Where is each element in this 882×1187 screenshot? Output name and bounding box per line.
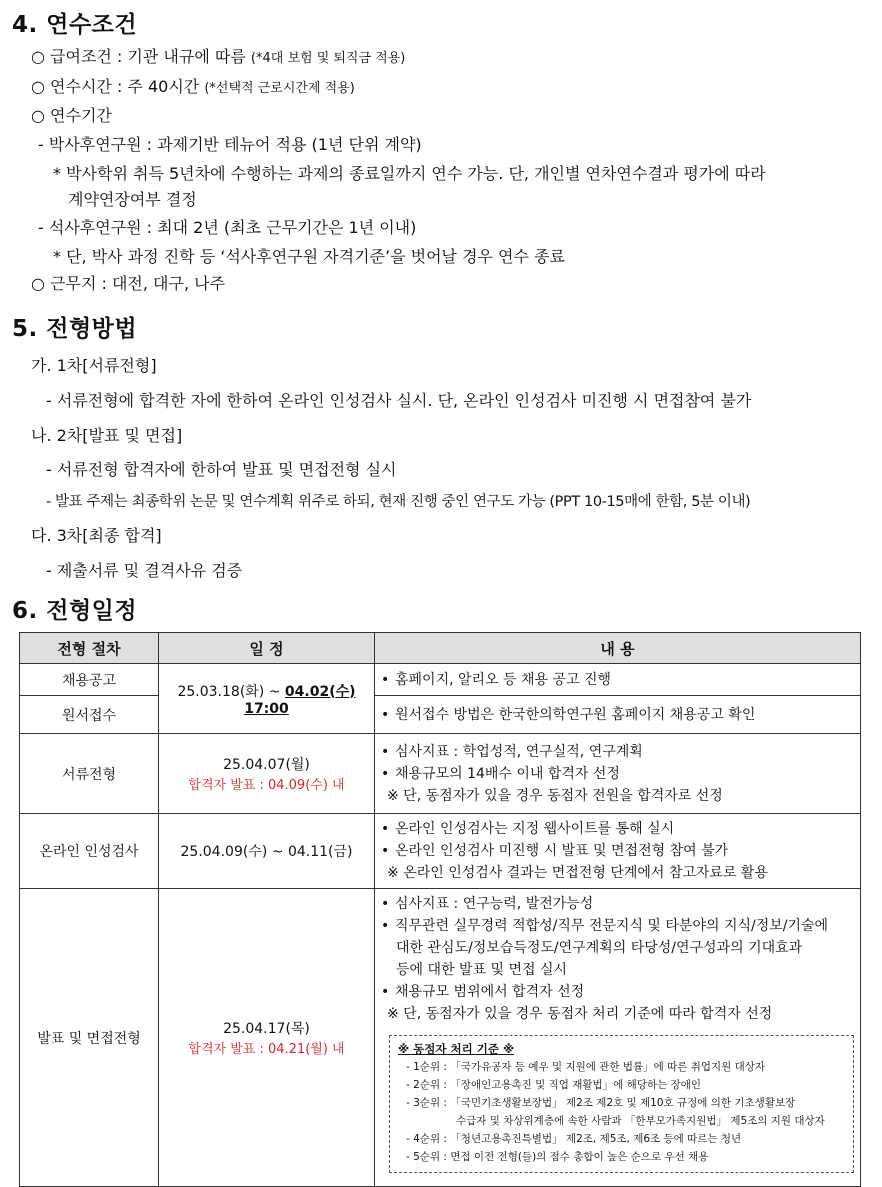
row-content: • 심사지표 : 학업성적, 연구실적, 연구계획 • 채용규모의 14배수 이내 합격자 선정 ※ 단, 동점자가 있을 경우 동점자 전원을 합격자로 선정 (375, 734, 861, 814)
header-date: 일 정 (159, 633, 375, 664)
row-step: 원서접수 (20, 696, 159, 734)
tie-item: - 2순위 : 「장애인고용촉진 및 직업 재활법」에 해당하는 장애인 (406, 1079, 701, 1091)
step1-desc: - 서류전형에 합격한 자에 한하여 온라인 인성검사 실시. 단, 온라인 인성검사 미진행 시 면접참여 불가 (46, 391, 752, 410)
tie-item: - 1순위 : 「국가유공자 등 예우 및 지원에 관한 법률」에 따른 취업지원 대상자 (406, 1061, 766, 1073)
section-6-title: 6. 전형일정 (12, 598, 138, 624)
table-row (20, 696, 861, 734)
tie-break-box (389, 1035, 854, 1173)
table-row (20, 664, 861, 696)
period-title: ○ 연수기간 (31, 106, 112, 125)
postms-line: - 석사후연구원 : 최대 2년 (최초 근무기간은 1년 이내) (38, 218, 417, 237)
row-step: 채용공고 (20, 664, 159, 696)
postms-note: * 단, 박사 과정 진학 등 ‘석사후연구원 자격기준’을 벗어날 경우 연수 종료 (53, 247, 565, 266)
header-content: 내 용 (375, 633, 861, 664)
postdoc-note-2: 계약연장여부 결정 (68, 190, 197, 209)
tie-item: - 4순위 : 「청년고용촉진특별법」 제2조, 제5조, 제6조 등에 따르는 청년 (406, 1133, 742, 1145)
work-location: ○ 근무지 : 대전, 대구, 나주 (31, 274, 226, 293)
row-date-merged: 25.03.18(화) ~ 04.02(수) 17:00 (159, 664, 375, 734)
tie-item: 수급자 및 차상위계층에 속한 사람과 「한부모가족지원법」 제5조의 지원 대상자 (456, 1115, 825, 1127)
schedule-table (19, 632, 861, 1187)
table-row (20, 889, 861, 1187)
deadline: 04.02(수) 17:00 (244, 683, 356, 717)
row-step: 온라인 인성검사 (20, 814, 159, 889)
step2-desc-2: - 발표 주제는 최종학위 논문 및 연수계획 위주로 하되, 현재 진행 중인 연구도 가능 (PPT 10-15매에 한함, 5분 이내) (46, 494, 751, 510)
postdoc-line: - 박사후연구원 : 과제기반 테뉴어 적용 (1년 단위 계약) (38, 135, 422, 154)
table-row (20, 814, 861, 889)
row-step: 서류전형 (20, 734, 159, 814)
row-content: • 심사지표 : 연구능력, 발전가능성 • 직무관련 실무경력 적합성/직무 전문지식 및 타분야의 지식/정보/기술에 대한 관심도/정보습득정도/연구계획의 타당성/연구성과의 기대효과 등에 대한 발표 및 면접 실시 • 채용규모 범위에서 합격자 선정 ※ 단, 동점자가 있을 경우 동점자 처리 기준에 따라 합격자 선정 ※ 동점자 처리 기준 ※ - 1순위 : 「국가유공자 등 예우 및 지원에 관한 법률」에 따른 취업지원 대상자 - 2순위 : 「장애인고용촉진 및 직업 재활법」에 해당하는 장애인 - 3순위 : 「국민기초생활보장법」 제2조 제2호 및 제10호 규정에 의한 기초생활보장 수급자 및 차상위계층에 속한 사람과 「한부모가족지원법」 제5조의 지원 대상자 - 4순위 : 「청년고용촉진특별법」 제2조, 제5조, 제6조 등에 따르는 청년 - 5순위 : 면접 이전 전형(들)의 점수 총합이 높은 순으로 우선 채용 (375, 889, 861, 1187)
step1-title: 가. 1차[서류전형] (31, 356, 157, 375)
table-row (20, 734, 861, 814)
row-date: 25.04.09(수) ~ 04.11(금) (159, 814, 375, 889)
result-announce: 합격자 발표 : 04.21(월) 내 (188, 1042, 345, 1057)
tie-box-title: ※ 동점자 처리 기준 ※ (398, 1042, 515, 1056)
row-content: • 온라인 인성검사는 지정 웹사이트를 통해 실시 • 온라인 인성검사 미진행 시 발표 및 면접전형 참여 불가 ※ 온라인 인성검사 결과는 면접전형 단계에서 참고자료로 활용 (375, 814, 861, 889)
table-header-row (20, 633, 861, 664)
row-content: • 원서접수 방법은 한국한의학연구원 홈페이지 채용공고 확인 (375, 696, 861, 734)
step3-title: 다. 3차[최종 합격] (31, 526, 162, 545)
pay-condition: ○ 급여조건 : 기관 내규에 따름 (*4대 보험 및 퇴직금 적용) (31, 47, 406, 66)
step2-title: 나. 2차[발표 및 면접] (31, 426, 183, 445)
hours-note: (*선택적 근로시간제 적용) (204, 81, 355, 96)
postdoc-note-1: * 박사학위 취득 5년차에 수행하는 과제의 종료일까지 연수 가능. 단, 개인별 연차연수결과 평가에 따라 (53, 164, 766, 183)
row-content: • 홈페이지, 알리오 등 채용 공고 진행 (375, 664, 861, 696)
header-step: 전형 절차 (20, 633, 159, 664)
row-step: 발표 및 면접전형 (20, 889, 159, 1187)
section-4-title: 4. 연수조건 (12, 12, 138, 38)
result-announce: 합격자 발표 : 04.09(수) 내 (188, 778, 345, 793)
section-5-title: 5. 전형방법 (12, 316, 138, 342)
tie-item: - 5순위 : 면접 이전 전형(들)의 점수 총합이 높은 순으로 우선 채용 (406, 1151, 709, 1163)
work-hours: ○ 연수시간 : 주 40시간 (*선택적 근로시간제 적용) (31, 77, 355, 96)
tie-item: - 3순위 : 「국민기초생활보장법」 제2조 제2호 및 제10호 규정에 의한 기초생활보장 (406, 1097, 796, 1109)
step2-desc-1: - 서류전형 합격자에 한하여 발표 및 면접전형 실시 (46, 460, 397, 479)
step3-desc: - 제출서류 및 결격사유 검증 (46, 561, 243, 580)
pay-note: (*4대 보험 및 퇴직금 적용) (250, 51, 406, 66)
row-date: 25.04.07(월) 합격자 발표 : 04.09(수) 내 (159, 734, 375, 814)
row-date: 25.04.17(목) 합격자 발표 : 04.21(월) 내 (159, 889, 375, 1187)
